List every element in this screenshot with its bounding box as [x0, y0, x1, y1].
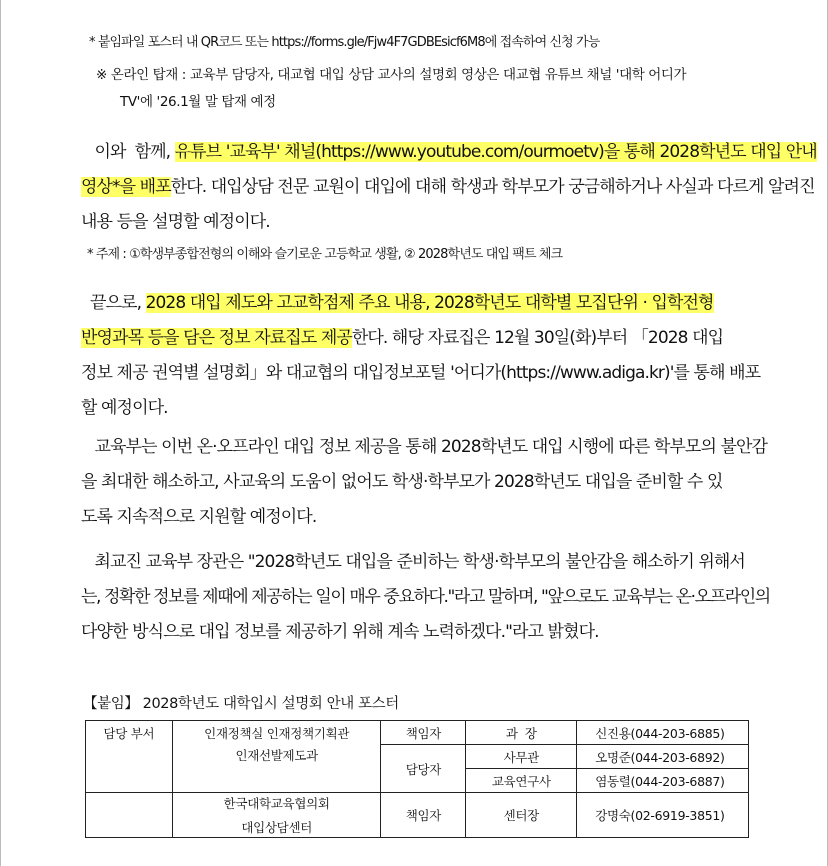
paragraph-line: 내용 등을 설명할 예정이다.	[81, 212, 270, 232]
contact-person: 강명숙(02-6919-3851)	[577, 793, 749, 838]
highlight-text: 영상*을 배포	[81, 177, 171, 197]
text-segment: 한다. 해당 자료집은 12월 30일(화)부터 「2028 대입	[351, 328, 724, 348]
highlight-text: 2028 대입 제도와 고교학점제 주요 내용, 2028학년도 대학별 모집단위 · 입학전형	[145, 293, 714, 313]
contact-title: 사무관	[466, 745, 577, 769]
contact-title: 교육연구사	[466, 769, 577, 793]
paragraph-line: 다양한 방식으로 대입 정보를 제공하기 위해 계속 노력하겠다."라고 밝혔다.	[81, 622, 599, 642]
contact-table	[85, 720, 749, 838]
role-manager: 책임자	[381, 721, 466, 745]
qr-note: * 붙임파일 포스터 내 QR코드 또는 https://forms.gle/Fjw4F7GDBEsicf6M8에 접속하여 신청 가능	[89, 35, 600, 50]
text-segment: 이와 함께,	[81, 142, 175, 162]
contact-person: 오명준(044-203-6892)	[577, 745, 749, 769]
org-line: 대입상담센터	[241, 820, 312, 835]
paragraph-line: 는, 정확한 정보를 제때에 제공하는 일이 매우 중요하다."라고 말하며, "앞으로도 교육부는 온·오프라인의	[81, 587, 770, 607]
online-note	[96, 62, 756, 116]
paragraph-line: 최교진 교육부 장관은 "2028학년도 대입을 준비하는 학생·학부모의 불안감을 해소하기 위해서	[81, 552, 745, 572]
role-staff: 담당자	[381, 745, 466, 793]
paragraph-line: 할 예정이다.	[81, 398, 168, 418]
paragraph-youtube	[81, 135, 817, 240]
paragraph-line	[81, 321, 751, 356]
text-segment: 끝으로,	[81, 293, 146, 313]
online-note-line1: ※ 온라인 탑재 : 교육부 담당자, 대교협 대입 상담 교사의 설명회 영상은 대교협 유튜브 채널 '대학 어디가	[96, 67, 687, 83]
paragraph-support	[81, 430, 768, 535]
text-segment: 한다. 대입상담 전문 교원이 대입에 대해 학생과 학부모가 궁금해하거나 사실과 다르게 알려진	[170, 177, 815, 197]
online-note-line2: TV'에 '26.1월 말 탑재 예정	[120, 94, 276, 110]
contact-person: 염동렬(044-203-6887)	[577, 769, 749, 793]
highlight-youtube-link[interactable]: 유튜브 '교육부' 채널(https://www.youtube.com/ourmoetv)을 통해 2028학년도 대입 안내	[174, 142, 817, 162]
paragraph-line	[81, 286, 751, 321]
org-moe	[172, 721, 381, 793]
paragraph-line: 을 최대한 해소하고, 사교육의 도움이 없어도 학생·학부모가 2028학년도 대입을 준비할 수 있	[81, 472, 723, 492]
paragraph-line: 교육부는 이번 온·오프라인 대입 정보 제공을 통해 2028학년도 대입 시행에 따른 학부모의 불안감	[81, 437, 768, 457]
contact-person: 신진용(044-203-6885)	[577, 721, 749, 745]
paragraph-minister-quote	[81, 545, 770, 650]
contact-title: 과 장	[466, 721, 577, 745]
paragraph-line: 도록 지속적으로 지원할 예정이다.	[81, 507, 317, 527]
topic-note: * 주제 : ①학생부종합전형의 이해와 슬기로운 고등학교 생활, ② 2028학년도 대입 팩트 체크	[87, 247, 563, 262]
dept-label-empty	[86, 793, 173, 838]
org-line: 한국대학교육협의회	[223, 796, 330, 811]
dept-label: 담당 부서	[86, 721, 173, 793]
highlight-text: 반영과목 등을 담은 정보 자료집도 제공	[81, 328, 352, 348]
attachment-label: 【붙임】 2028학년도 대학입시 설명회 안내 포스터	[83, 696, 399, 712]
contact-title: 센터장	[466, 793, 577, 838]
org-line: 인재정책실 인재정책기획관	[204, 726, 350, 741]
org-line: 인재선발제도과	[235, 748, 318, 763]
org-kcue	[172, 793, 381, 838]
paragraph-materials	[81, 286, 761, 426]
paragraph-line: 정보 제공 권역별 설명회」와 대교협의 대입정보포털 '어디가(https://www.adiga.kr)'를 통해 배포	[81, 363, 761, 383]
paragraph-line	[81, 135, 817, 170]
role-manager: 책임자	[381, 793, 466, 838]
paragraph-line	[81, 170, 815, 205]
